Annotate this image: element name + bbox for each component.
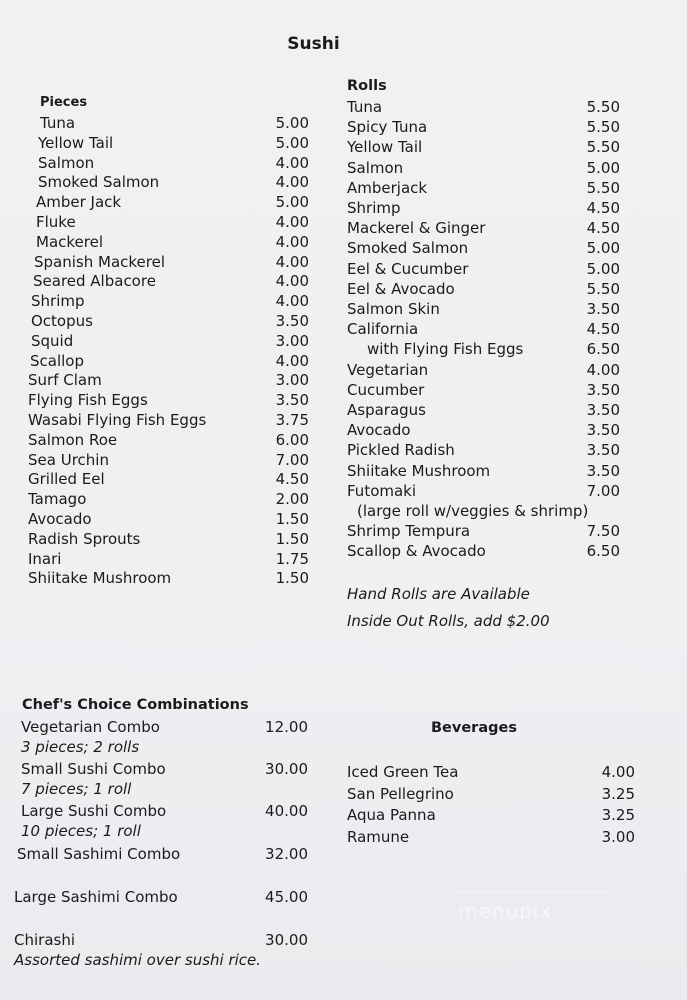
item-price: 3.50 xyxy=(586,380,620,399)
item-name: Avocado xyxy=(28,510,92,528)
inside-out-note: Inside Out Rolls, add $2.00 xyxy=(347,612,550,630)
item-price: 1.50 xyxy=(275,510,309,528)
item-name: Sea Urchin xyxy=(28,450,109,469)
menu-item xyxy=(28,113,313,133)
menu-item xyxy=(28,271,313,291)
item-price: 4.00 xyxy=(275,351,309,370)
item-price: 3.00 xyxy=(601,827,635,846)
combo-description: 10 pieces; 1 roll xyxy=(21,822,141,840)
item-name: Tuna xyxy=(40,114,76,132)
item-price: 7.50 xyxy=(586,522,620,541)
menu-item xyxy=(347,218,624,238)
item-price: 4.00 xyxy=(275,153,309,172)
item-name: Spicy Tuna xyxy=(347,118,428,137)
item-name: Salmon xyxy=(347,158,404,177)
menu-item xyxy=(347,97,624,117)
item-price: 5.50 xyxy=(586,98,620,116)
menu-item xyxy=(347,339,624,359)
menu-item xyxy=(347,784,637,804)
menu-item xyxy=(28,410,313,430)
combo-name: Small Sushi Combo xyxy=(21,760,166,778)
menu-item xyxy=(347,198,624,218)
menu-item xyxy=(28,370,313,390)
item-price: 6.50 xyxy=(586,340,620,359)
item-name: Amberjack xyxy=(347,178,428,197)
menu-item xyxy=(28,232,313,252)
combo-price: 12.00 xyxy=(265,718,308,736)
item-name: Scallop & Avocado xyxy=(347,542,486,561)
menu-item xyxy=(347,238,624,258)
item-name: Smoked Salmon xyxy=(347,239,469,258)
combo-item xyxy=(14,717,310,737)
menu-item xyxy=(347,360,624,380)
item-name: Asparagus xyxy=(347,401,426,419)
menu-item xyxy=(347,400,624,420)
combo-name: Large Sushi Combo xyxy=(21,802,167,820)
menu-item xyxy=(347,440,624,460)
item-name: Squid xyxy=(31,331,74,350)
item-name: California xyxy=(347,320,419,339)
hand-rolls-note: Hand Rolls are Available xyxy=(347,585,530,603)
menu-item xyxy=(347,279,624,299)
menu-item xyxy=(28,430,313,450)
item-name: Shrimp xyxy=(31,292,85,311)
combo-price: 45.00 xyxy=(265,888,308,906)
pieces-heading: Pieces xyxy=(40,95,88,110)
menu-item xyxy=(347,521,624,541)
menu-item xyxy=(347,481,624,501)
item-name: Eel & Avocado xyxy=(347,279,455,298)
item-name: Yellow Tail xyxy=(347,138,423,157)
combo-item xyxy=(14,759,310,779)
item-price: 5.50 xyxy=(586,279,620,298)
item-name: (large roll w/veggies & shrimp) xyxy=(357,502,589,520)
item-price: 4.50 xyxy=(586,320,620,339)
item-name: Futomaki xyxy=(347,481,417,500)
item-name: Radish Sprouts xyxy=(28,529,141,548)
item-name: with Flying Fish Eggs xyxy=(367,340,524,359)
item-name: Shiitake Mushroom xyxy=(347,461,491,480)
menu-item xyxy=(28,331,313,351)
item-price: 5.00 xyxy=(586,239,620,258)
combo-price: 32.00 xyxy=(265,845,308,863)
item-price: 5.00 xyxy=(586,158,620,177)
item-name: Shrimp Tempura xyxy=(347,522,471,541)
item-price: 5.50 xyxy=(586,178,620,197)
menu-item xyxy=(347,137,624,157)
rolls-heading: Rolls xyxy=(347,78,387,94)
item-price: 5.50 xyxy=(586,138,620,157)
menu-item xyxy=(347,319,624,339)
combo-price: 30.00 xyxy=(265,760,308,778)
item-name: Shrimp xyxy=(347,199,401,217)
menu-item xyxy=(347,461,624,481)
menu-item xyxy=(28,172,313,192)
item-price: 3.00 xyxy=(275,371,309,390)
item-price: 5.00 xyxy=(586,259,620,278)
combo-name: Chirashi xyxy=(14,931,75,949)
item-price: 4.00 xyxy=(275,213,309,231)
item-price: 4.50 xyxy=(275,470,309,489)
item-name: Shiitake Mushroom xyxy=(28,569,172,588)
menu-item xyxy=(347,501,624,521)
item-name: Octopus xyxy=(31,312,93,330)
menu-item xyxy=(28,291,313,311)
item-name: Salmon Skin xyxy=(347,300,440,318)
item-name: San Pellegrino xyxy=(347,784,454,803)
item-price: 3.50 xyxy=(586,300,620,318)
item-name: Flying Fish Eggs xyxy=(28,391,148,410)
item-name: Iced Green Tea xyxy=(347,763,459,781)
item-name: Fluke xyxy=(36,213,76,231)
menu-item xyxy=(347,827,637,847)
menu-item xyxy=(347,805,637,825)
menu-item xyxy=(347,420,624,440)
item-name: Salmon Roe xyxy=(28,430,118,449)
item-price: 1.75 xyxy=(275,549,309,568)
item-name: Salmon xyxy=(38,153,95,172)
combos-list xyxy=(14,717,310,982)
item-name: Surf Clam xyxy=(28,371,102,390)
item-price: 4.00 xyxy=(275,232,309,251)
item-price: 5.00 xyxy=(275,133,309,152)
item-price: 3.50 xyxy=(275,312,309,330)
item-price: 6.00 xyxy=(275,430,309,449)
watermark: menupix xyxy=(458,892,608,923)
item-price: 6.50 xyxy=(586,542,620,561)
menu-item xyxy=(28,529,313,549)
combo-name: Small Sashimi Combo xyxy=(17,845,181,863)
combo-description: 3 pieces; 2 rolls xyxy=(21,738,140,756)
menu-item xyxy=(347,762,637,782)
menu-item xyxy=(28,450,313,470)
item-price: 3.00 xyxy=(275,331,309,350)
menu-item xyxy=(28,153,313,173)
item-name: Wasabi Flying Fish Eggs xyxy=(28,411,207,429)
combo-item xyxy=(14,930,310,950)
combo-description: 7 pieces; 1 roll xyxy=(21,780,132,798)
menu-item xyxy=(28,568,313,588)
item-name: Ramune xyxy=(347,827,410,846)
menu-item xyxy=(347,299,624,319)
item-name: Cucumber xyxy=(347,380,425,399)
item-price: 4.00 xyxy=(275,173,309,192)
combo-name: Large Sashimi Combo xyxy=(14,888,178,906)
page-title: Sushi xyxy=(287,34,340,54)
item-name: Mackerel xyxy=(36,232,103,251)
combo-item xyxy=(14,801,310,821)
item-price: 3.50 xyxy=(586,421,620,440)
item-price: 3.25 xyxy=(601,784,635,803)
menu-item xyxy=(28,252,313,272)
item-name: Tamago xyxy=(28,490,87,509)
menu-item xyxy=(28,489,313,509)
item-name: Aqua Panna xyxy=(347,806,436,824)
item-name: Scallop xyxy=(30,351,84,370)
menu-item xyxy=(28,509,313,529)
item-name: Grilled Eel xyxy=(28,470,105,489)
menu-item xyxy=(28,549,313,569)
item-price: 2.00 xyxy=(275,490,309,509)
item-price: 7.00 xyxy=(586,481,620,500)
combo-item xyxy=(14,844,310,864)
combos-heading: Chef's Choice Combinations xyxy=(22,697,249,713)
menu-item xyxy=(28,390,313,410)
item-price: 4.00 xyxy=(275,252,309,271)
menu-item xyxy=(28,311,313,331)
menu-item xyxy=(28,192,313,212)
item-price: 3.50 xyxy=(275,391,309,410)
item-price: 5.00 xyxy=(275,193,309,212)
menu-item xyxy=(28,133,313,153)
item-price: 3.50 xyxy=(586,461,620,480)
item-price: 4.00 xyxy=(275,272,309,291)
item-name: Mackerel & Ginger xyxy=(347,219,486,238)
menu-item xyxy=(28,212,313,232)
item-price: 3.50 xyxy=(586,401,620,419)
item-price: 4.00 xyxy=(586,360,620,379)
item-price: 3.75 xyxy=(275,411,309,429)
menu-item xyxy=(347,259,624,279)
item-price: 5.00 xyxy=(275,114,309,132)
item-price: 5.50 xyxy=(586,118,620,137)
item-name: Inari xyxy=(28,549,62,568)
menu-item xyxy=(347,541,624,561)
combo-price: 30.00 xyxy=(265,931,308,949)
item-name: Eel & Cucumber xyxy=(347,259,469,278)
item-price: 7.00 xyxy=(275,450,309,469)
item-name: Yellow Tail xyxy=(38,133,114,152)
item-price: 4.00 xyxy=(601,763,635,781)
combo-item xyxy=(14,887,310,907)
item-name: Smoked Salmon xyxy=(38,173,160,192)
item-price: 1.50 xyxy=(275,529,309,548)
menu-item xyxy=(28,469,313,489)
item-price: 4.00 xyxy=(275,292,309,311)
combo-price: 40.00 xyxy=(265,802,308,820)
item-price: 4.50 xyxy=(586,199,620,217)
item-price: 3.25 xyxy=(601,806,635,824)
combo-name: Vegetarian Combo xyxy=(21,718,160,736)
item-price: 4.50 xyxy=(586,219,620,238)
beverages-heading: Beverages xyxy=(431,720,517,736)
item-name: Avocado xyxy=(347,421,411,440)
item-name: Pickled Radish xyxy=(347,441,455,460)
item-name: Vegetarian xyxy=(347,360,429,379)
item-name: Tuna xyxy=(347,98,383,116)
combo-description: Assorted sashimi over sushi rice. xyxy=(14,951,262,969)
item-name: Spanish Mackerel xyxy=(34,252,165,271)
menu-item xyxy=(347,158,624,178)
item-name: Seared Albacore xyxy=(33,272,156,291)
menu-item xyxy=(347,380,624,400)
menu-item xyxy=(347,117,624,137)
menu-item xyxy=(28,351,313,371)
item-price: 1.50 xyxy=(275,569,309,588)
menu-item xyxy=(347,178,624,198)
item-name: Amber Jack xyxy=(36,193,122,212)
item-price: 3.50 xyxy=(586,441,620,460)
